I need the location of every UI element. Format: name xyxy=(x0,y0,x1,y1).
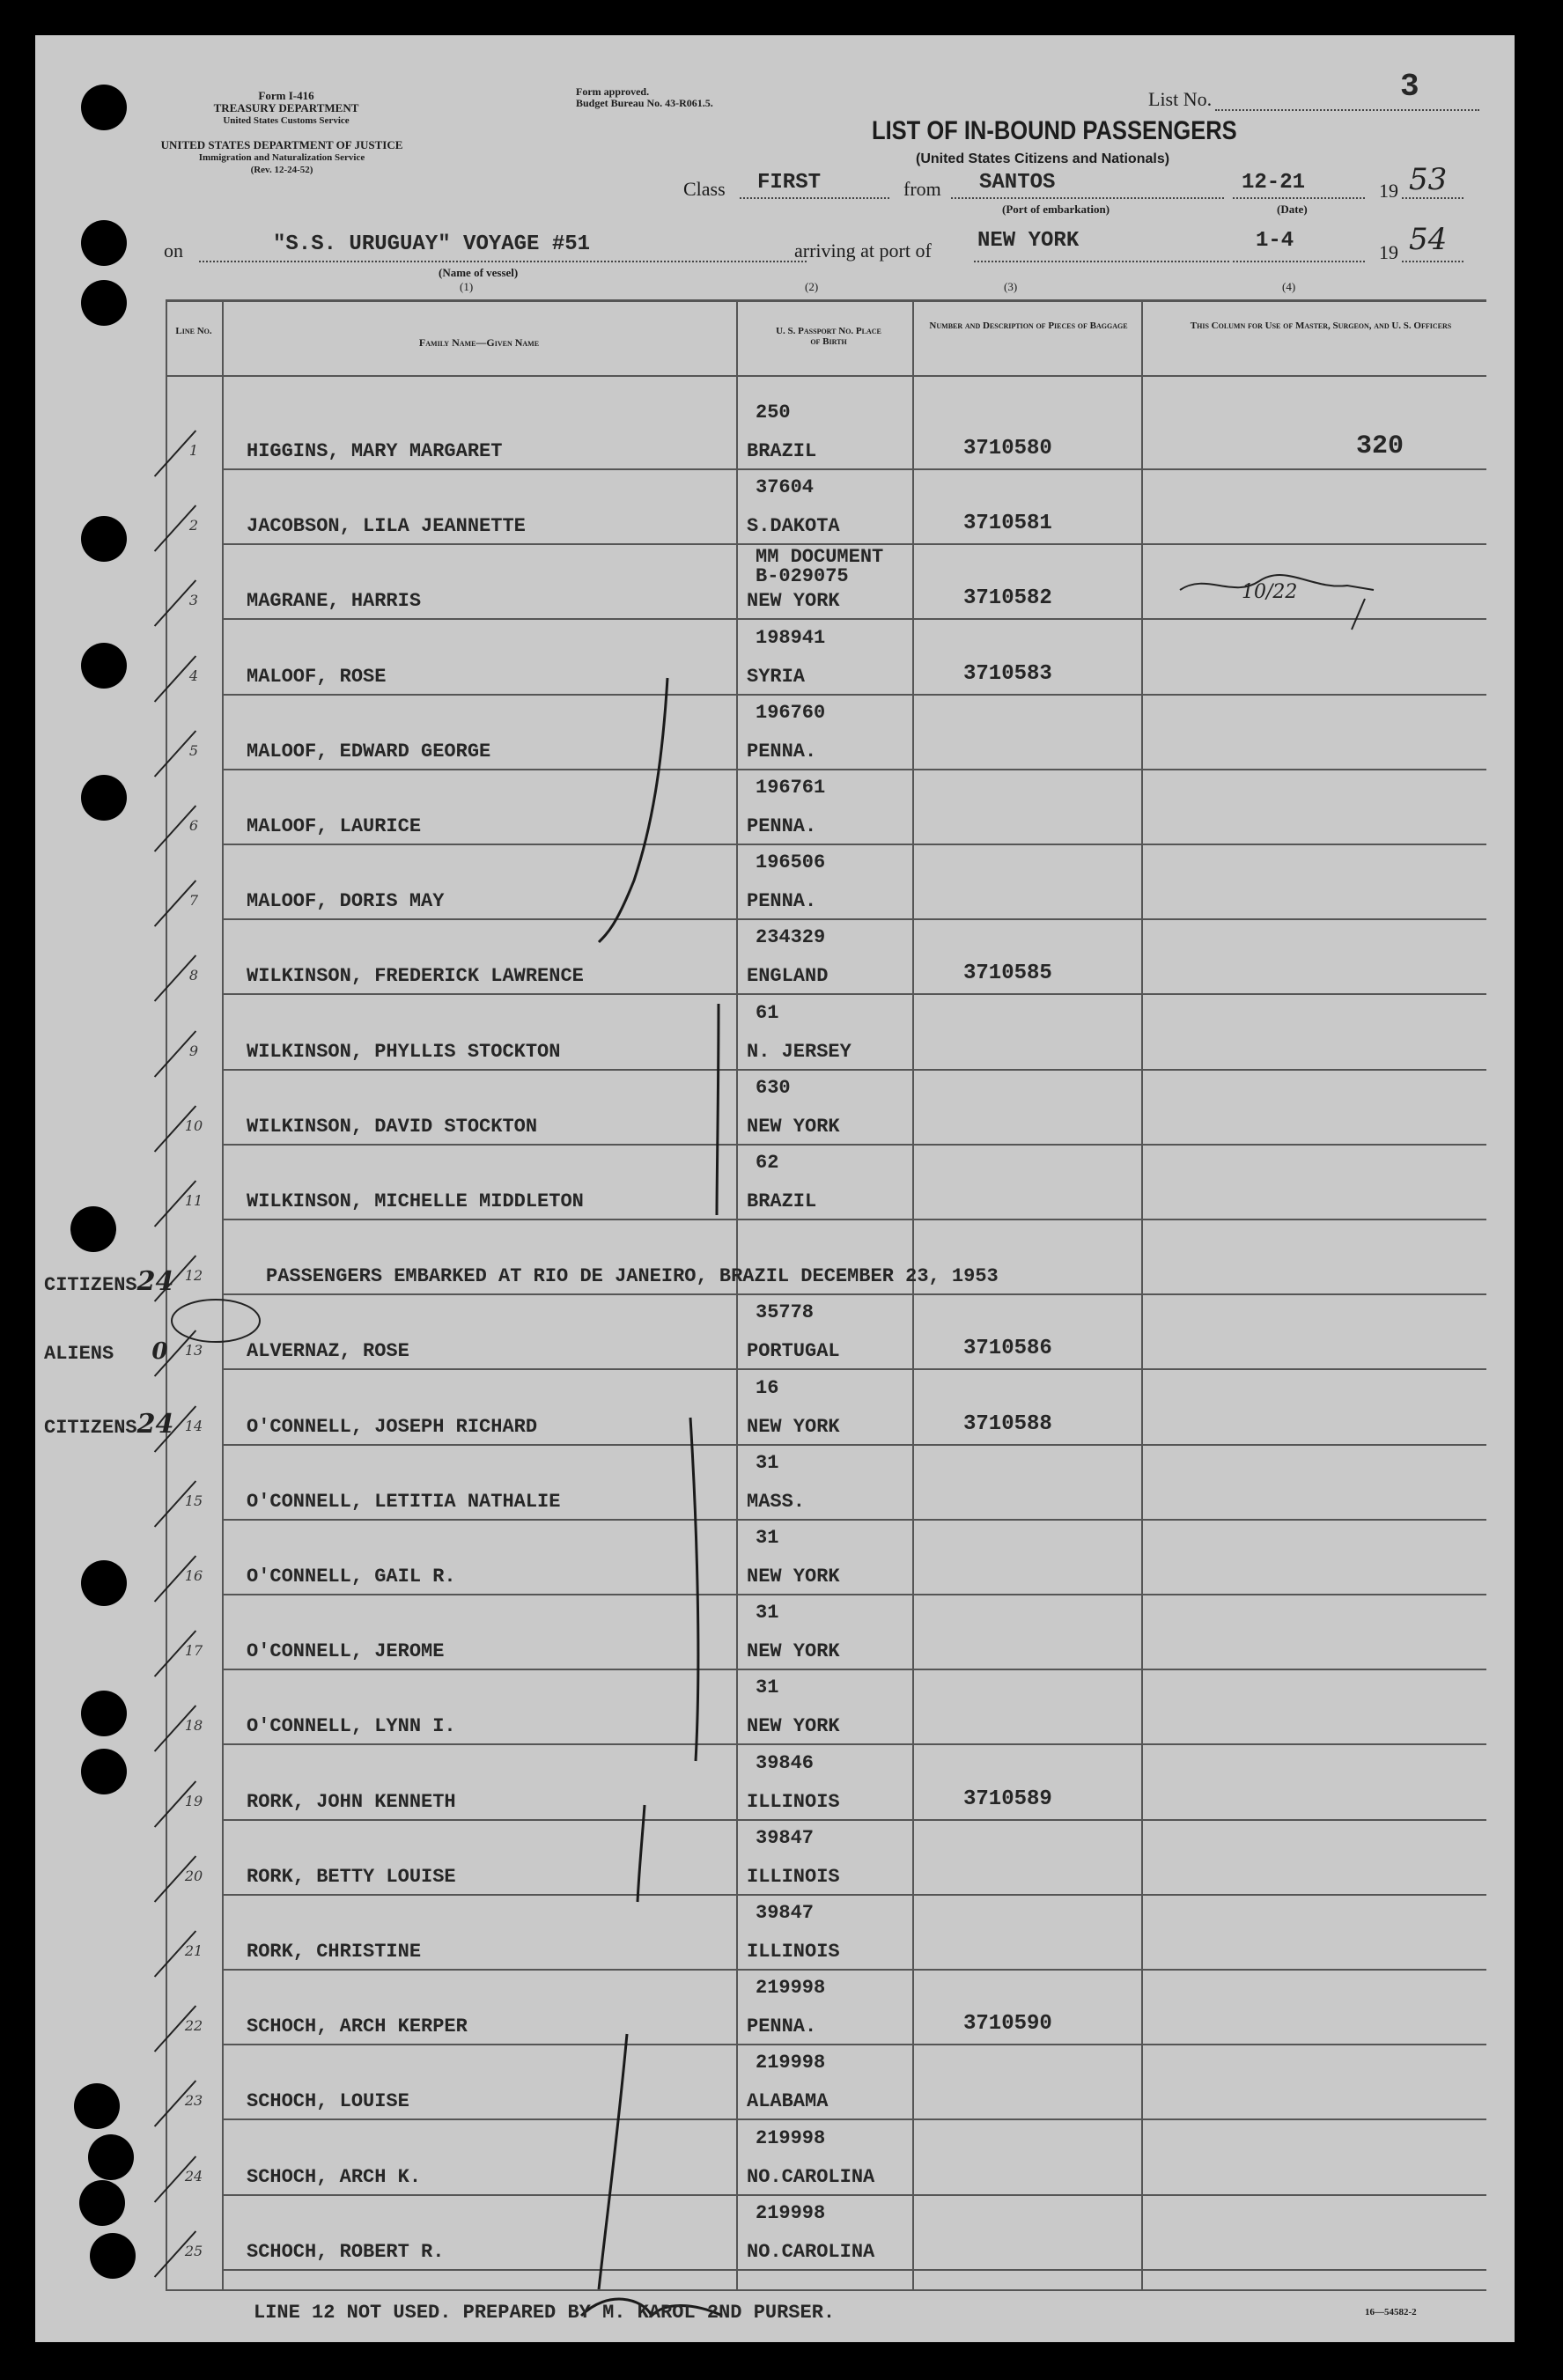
row-birthplace: NEW YORK xyxy=(747,1415,840,1438)
customs-service: United States Customs Service xyxy=(223,115,350,126)
col-number-2: (2) xyxy=(805,280,819,293)
row-birthplace: ENGLAND xyxy=(747,965,829,988)
row-name: SCHOCH, LOUISE xyxy=(247,2090,409,2113)
row-name: SCHOCH, ROBERT R. xyxy=(247,2240,445,2263)
row-baggage: 3710580 xyxy=(963,437,1052,461)
row-line-no: 3 xyxy=(188,592,199,609)
margin-value: 0 xyxy=(151,1338,168,1365)
row-name: MALOOF, LAURICE xyxy=(247,815,422,837)
row-passport: 234329 xyxy=(756,926,826,949)
row-name: MALOOF, ROSE xyxy=(247,665,387,688)
date2-value: 1-4 xyxy=(1256,229,1294,253)
margin-label: CITIZENS xyxy=(44,1274,137,1296)
row-line-no: 21 xyxy=(184,1942,203,1959)
row-name: MALOOF, EDWARD GEORGE xyxy=(247,740,491,763)
arriving-value: NEW YORK xyxy=(977,229,1080,253)
row-birthplace: NEW YORK xyxy=(747,1566,840,1588)
row-passport: 196760 xyxy=(756,701,826,724)
row-line-no: 6 xyxy=(188,817,199,834)
row-birthplace: PENNA. xyxy=(747,815,817,837)
row-birthplace: PENNA. xyxy=(747,740,817,763)
row-baggage: 3710585 xyxy=(963,962,1052,986)
row-passport: 219998 xyxy=(756,1977,826,2000)
row-birthplace: PENNA. xyxy=(747,2015,817,2038)
row-passport: 31 xyxy=(756,1676,779,1699)
row-birthplace: ALABAMA xyxy=(747,2090,829,2113)
budget-bureau-line: Budget Bureau No. 43-R061.5. xyxy=(576,97,713,109)
col-number-1: (1) xyxy=(460,280,474,293)
header-line-no: Line No. xyxy=(175,326,212,336)
row-line-no: 19 xyxy=(184,1792,203,1809)
row-line-no: 22 xyxy=(184,2017,203,2035)
officer-annotation: 10/22 xyxy=(1242,581,1298,603)
row-name: O'CONNELL, GAIL R. xyxy=(247,1566,456,1588)
port-embark-caption: (Port of embarkation) xyxy=(1002,203,1110,216)
from-label: from xyxy=(903,178,941,200)
arriving-label: arriving at port of xyxy=(794,239,932,262)
header-name: Family Name—Given Name xyxy=(418,336,540,349)
row-passport: 62 xyxy=(756,1152,779,1174)
row-passport: 39846 xyxy=(756,1751,815,1774)
row-name: O'CONNELL, LYNN I. xyxy=(247,1715,456,1738)
row-line-no: 17 xyxy=(184,1642,203,1660)
row-name: JACOBSON, LILA JEANNETTE xyxy=(247,515,526,538)
row-birthplace: NEW YORK xyxy=(747,1715,840,1738)
row-line-no: 2 xyxy=(188,517,199,534)
row-birthplace: S.DAKOTA xyxy=(747,515,840,538)
header-baggage: Number and Description of Pieces of Baggage xyxy=(929,321,1128,331)
row-name: WILKINSON, MICHELLE MIDDLETON xyxy=(247,1190,584,1212)
margin-label: ALIENS xyxy=(44,1343,114,1365)
row-officer-note: 320 xyxy=(1356,431,1404,461)
row-name: MALOOF, DORIS MAY xyxy=(247,890,445,913)
row-passport: 16 xyxy=(756,1376,779,1399)
row-name: WILKINSON, DAVID STOCKTON xyxy=(247,1115,538,1138)
treasury-dept: TREASURY DEPARTMENT xyxy=(213,101,359,114)
row-name: O'CONNELL, LETITIA NATHALIE xyxy=(247,1490,561,1513)
class-value: FIRST xyxy=(757,171,822,195)
vessel-caption: (Name of vessel) xyxy=(439,266,519,279)
row-birthplace: PORTUGAL xyxy=(747,1340,840,1363)
row-passport: 219998 xyxy=(756,2201,826,2224)
row-line-no: 9 xyxy=(188,1042,199,1059)
year1-prefix: 19 xyxy=(1379,180,1398,202)
row-name: ALVERNAZ, ROSE xyxy=(247,1340,409,1363)
row-line-no: 5 xyxy=(188,741,199,759)
row-line-no: 1 xyxy=(188,442,199,459)
date1-value: 12-21 xyxy=(1242,171,1306,195)
year2-prefix: 19 xyxy=(1379,241,1398,263)
row-birthplace: ILLINOIS xyxy=(747,1865,840,1888)
row-passport: 61 xyxy=(756,1001,779,1024)
row-name: MAGRANE, HARRIS xyxy=(247,590,422,613)
row-passport: MM DOCUMENT B-029075 xyxy=(756,546,884,588)
row-passport: 35778 xyxy=(756,1301,815,1324)
row-birthplace: NO.CAROLINA xyxy=(747,2165,875,2188)
class-label: Class xyxy=(683,178,726,200)
row-passport: 31 xyxy=(756,1451,779,1474)
footer-note: LINE 12 NOT USED. PREPARED BY M. KAROL 2ND PURSER. xyxy=(254,2302,836,2324)
list-no-value: 3 xyxy=(1400,69,1419,105)
form-code: 16—54582-2 xyxy=(1365,2307,1417,2317)
row-name: RORK, BETTY LOUISE xyxy=(247,1865,456,1888)
row-baggage: 3710581 xyxy=(963,512,1052,536)
row-birthplace: PENNA. xyxy=(747,890,817,913)
page-subtitle: (United States Citizens and Nationals) xyxy=(916,151,1170,166)
row-birthplace: ILLINOIS xyxy=(747,1790,840,1813)
row-baggage: 3710583 xyxy=(963,661,1052,686)
row-name: O'CONNELL, JOSEPH RICHARD xyxy=(247,1415,538,1438)
row-name: PASSENGERS EMBARKED AT RIO DE JANEIRO, BRAZIL DECEMBER 23, 1953 xyxy=(266,1265,999,1288)
row-passport: 196506 xyxy=(756,851,826,874)
row-line-no: 11 xyxy=(184,1192,203,1209)
row-birthplace: N. JERSEY xyxy=(747,1040,852,1063)
row-line-no: 18 xyxy=(184,1717,203,1735)
row-passport: 630 xyxy=(756,1076,791,1099)
form-number: Form I-416 xyxy=(258,89,314,102)
row-name: O'CONNELL, JEROME xyxy=(247,1640,445,1663)
on-label: on xyxy=(164,239,183,262)
row-passport: 250 xyxy=(756,402,791,424)
row-passport: 31 xyxy=(756,1602,779,1625)
row-baggage: 3710589 xyxy=(963,1787,1052,1811)
row-line-no: 15 xyxy=(184,1492,203,1509)
pen-strokes xyxy=(35,35,1515,2342)
from-value: SANTOS xyxy=(979,171,1056,195)
row-passport: 31 xyxy=(756,1527,779,1549)
margin-value: 24 xyxy=(136,1266,174,1297)
row-line-no: 8 xyxy=(188,967,199,984)
approval-line: Form approved. xyxy=(576,85,650,98)
form-revision: (Rev. 12-24-52) xyxy=(250,165,313,175)
row-birthplace: NEW YORK xyxy=(747,590,840,613)
year2-value: 54 xyxy=(1409,222,1448,257)
row-passport: 198941 xyxy=(756,626,826,649)
row-line-no: 14 xyxy=(184,1417,203,1434)
row-birthplace: SYRIA xyxy=(747,665,806,688)
row-line-no: 16 xyxy=(184,1567,203,1584)
row-line-no: 12 xyxy=(184,1267,203,1285)
header-passport: U. S. Passport No. Place of Birth xyxy=(776,326,881,347)
row-name: HIGGINS, MARY MARGARET xyxy=(247,440,503,462)
row-birthplace: ILLINOIS xyxy=(747,1941,840,1963)
row-birthplace: NEW YORK xyxy=(747,1640,840,1663)
row-line-no: 24 xyxy=(184,2167,203,2185)
row-birthplace: NO.CAROLINA xyxy=(747,2240,875,2263)
row-baggage: 3710588 xyxy=(963,1411,1052,1436)
row-name: RORK, JOHN KENNETH xyxy=(247,1790,456,1813)
row-line-no: 10 xyxy=(184,1116,203,1134)
year1-value: 53 xyxy=(1409,162,1448,197)
row-name: WILKINSON, PHYLLIS STOCKTON xyxy=(247,1040,561,1063)
row-line-no: 7 xyxy=(188,892,199,910)
passenger-list-page xyxy=(35,35,1515,2342)
row-birthplace: MASS. xyxy=(747,1490,806,1513)
row-birthplace: BRAZIL xyxy=(747,1190,817,1212)
table-bottom-rule xyxy=(166,2289,1486,2291)
date-caption: (Date) xyxy=(1277,203,1308,216)
row-passport: 39847 xyxy=(756,1826,815,1849)
justice-dept: UNITED STATES DEPARTMENT OF JUSTICE xyxy=(160,138,403,151)
vessel-value: "S.S. URUGUAY" VOYAGE #51 xyxy=(273,232,591,256)
page-title: LIST OF IN-BOUND PASSENGERS xyxy=(872,116,1237,145)
row-passport: 37604 xyxy=(756,476,815,499)
row-line-no: 20 xyxy=(184,1867,203,1884)
row-name: WILKINSON, FREDERICK LAWRENCE xyxy=(247,965,584,988)
ins-service: Immigration and Naturalization Service xyxy=(198,152,365,163)
margin-value: 24 xyxy=(136,1409,174,1440)
row-passport: 219998 xyxy=(756,2052,826,2074)
col-number-4: (4) xyxy=(1282,280,1296,293)
row-name: SCHOCH, ARCH KERPER xyxy=(247,2015,468,2038)
row-baggage: 3710590 xyxy=(963,2012,1052,2037)
row-line-no: 25 xyxy=(184,2242,203,2259)
row-baggage: 3710586 xyxy=(963,1337,1052,1361)
margin-label: CITIZENS xyxy=(44,1417,137,1439)
row-name: RORK, CHRISTINE xyxy=(247,1941,422,1963)
row-baggage: 3710582 xyxy=(963,586,1052,611)
row-passport: 39847 xyxy=(756,1902,815,1924)
row-birthplace: BRAZIL xyxy=(747,440,817,462)
row-passport: 219998 xyxy=(756,2126,826,2149)
row-name: SCHOCH, ARCH K. xyxy=(247,2165,422,2188)
row-line-no: 4 xyxy=(188,667,199,684)
list-no-label: List No. xyxy=(1148,88,1213,110)
row-line-no: 23 xyxy=(184,2092,203,2110)
row-birthplace: NEW YORK xyxy=(747,1115,840,1138)
row-line-no: 13 xyxy=(184,1342,203,1359)
header-officers: This Column for Use of Master, Surgeon, and U. S. Officers xyxy=(1190,321,1452,331)
row-passport: 196761 xyxy=(756,777,826,799)
col-number-3: (3) xyxy=(1004,280,1018,293)
